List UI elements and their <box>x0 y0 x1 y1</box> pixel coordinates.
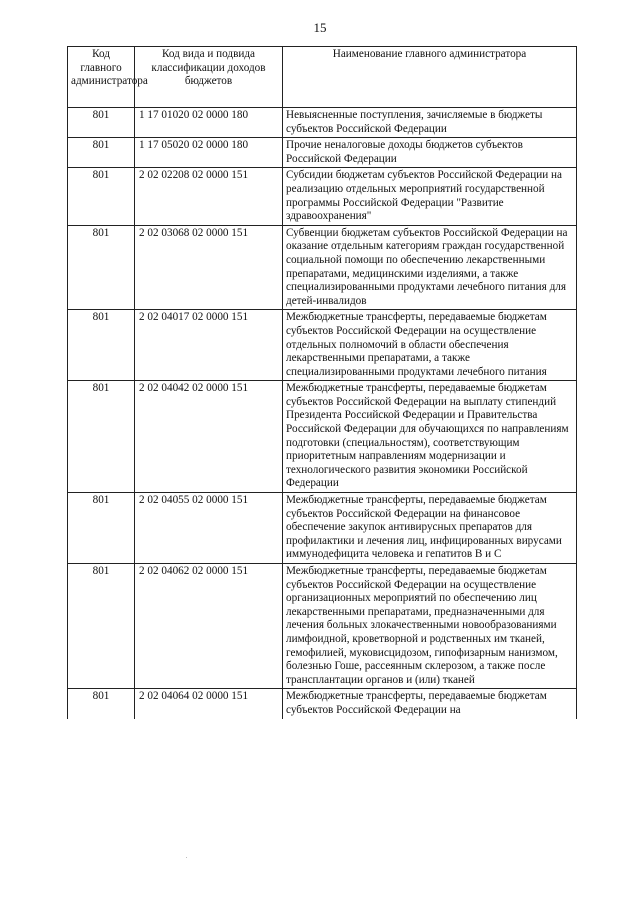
header-admin-code: Код главного администратора <box>68 47 135 108</box>
revenue-code-cell: 2 02 04042 02 0000 151 <box>135 381 283 493</box>
admin-code-cell: 801 <box>68 225 135 310</box>
admin-name-cell: Межбюджетные трансферты, передаваемые бюджетам субъектов Российской Федерации на осуществление отдельных полномочий в области обеспечения лекарственными препаратами, а также специализированными продуктами лечебного питания <box>283 310 577 381</box>
table-row <box>68 381 577 493</box>
revenue-administrators-table <box>67 46 577 719</box>
scan-speck <box>186 857 187 858</box>
table-row <box>68 168 577 225</box>
table-row <box>68 493 577 564</box>
admin-name-cell: Субсидии бюджетам субъектов Российской Федерации на реализацию отдельных мероприятий государственной программы Российской Федерации "Развитие здравоохранения" <box>283 168 577 225</box>
table-row <box>68 564 577 689</box>
revenue-code-cell: 2 02 04062 02 0000 151 <box>135 564 283 689</box>
admin-code-cell: 801 <box>68 168 135 225</box>
admin-code-cell: 801 <box>68 689 135 719</box>
admin-name-cell: Субвенции бюджетам субъектов Российской Федерации на оказание отдельным категориям граждан государственной социальной помощи по обеспечению лекарственными препаратами, медицинскими изделиями, а также специализированными продуктами лечебного питания для детей-инвалидов <box>283 225 577 310</box>
revenue-code-cell: 2 02 04064 02 0000 151 <box>135 689 283 719</box>
revenue-code-cell: 2 02 02208 02 0000 151 <box>135 168 283 225</box>
revenue-code-cell: 1 17 01020 02 0000 180 <box>135 108 283 138</box>
table-header <box>68 47 577 108</box>
header-revenue-code: Код вида и подвида классификации доходов бюджетов <box>135 47 283 108</box>
revenue-code-cell: 1 17 05020 02 0000 180 <box>135 138 283 168</box>
admin-code-cell: 801 <box>68 138 135 168</box>
admin-code-cell: 801 <box>68 564 135 689</box>
table-row <box>68 225 577 310</box>
admin-name-cell: Межбюджетные трансферты, передаваемые бюджетам субъектов Российской Федерации на выплату стипендий Президента Российской Федерации и Правительства Российской Федерации для обучающихся по направлениям подготовки (специальностям), соответствующим приоритетным направлениям модернизации и технологического развития экономики Российской Федерации <box>283 381 577 493</box>
admin-code-cell: 801 <box>68 493 135 564</box>
admin-code-cell: 801 <box>68 381 135 493</box>
admin-name-cell: Невыясненные поступления, зачисляемые в бюджеты субъектов Российской Федерации <box>283 108 577 138</box>
admin-name-cell: Межбюджетные трансферты, передаваемые бюджетам субъектов Российской Федерации на финансовое обеспечение закупок антивирусных препаратов для профилактики и лечения лиц, инфицированных вирусами иммунодефицита человека и гепатитов В и С <box>283 493 577 564</box>
admin-name-cell: Межбюджетные трансферты, передаваемые бюджетам субъектов Российской Федерации на <box>283 689 577 719</box>
admin-code-cell: 801 <box>68 108 135 138</box>
revenue-code-cell: 2 02 03068 02 0000 151 <box>135 225 283 310</box>
page-bottom-margin <box>0 826 640 905</box>
header-row <box>68 47 577 108</box>
header-admin-name: Наименование главного администратора <box>283 47 577 108</box>
page-number: 15 <box>313 20 327 35</box>
admin-name-cell: Прочие неналоговые доходы бюджетов субъектов Российской Федерации <box>283 138 577 168</box>
table-row <box>68 310 577 381</box>
admin-name-cell: Межбюджетные трансферты, передаваемые бюджетам субъектов Российской Федерации на осуществление организационных мероприятий по обеспечению лиц лекарственными препаратами, предназначенными для лечения больных злокачественными новообразованиями лимфоидной, кроветворной и родственных им тканей, гемофилией, муковисцидозом, гипофизарным нанизмом, болезнью Гоше, рассеянным склерозом, а также после трансплантации органов и (или) тканей <box>283 564 577 689</box>
table-row <box>68 689 577 719</box>
revenue-code-cell: 2 02 04055 02 0000 151 <box>135 493 283 564</box>
table-body <box>68 108 577 719</box>
table-row <box>68 108 577 138</box>
revenue-code-cell: 2 02 04017 02 0000 151 <box>135 310 283 381</box>
admin-code-cell: 801 <box>68 310 135 381</box>
table-row <box>68 138 577 168</box>
